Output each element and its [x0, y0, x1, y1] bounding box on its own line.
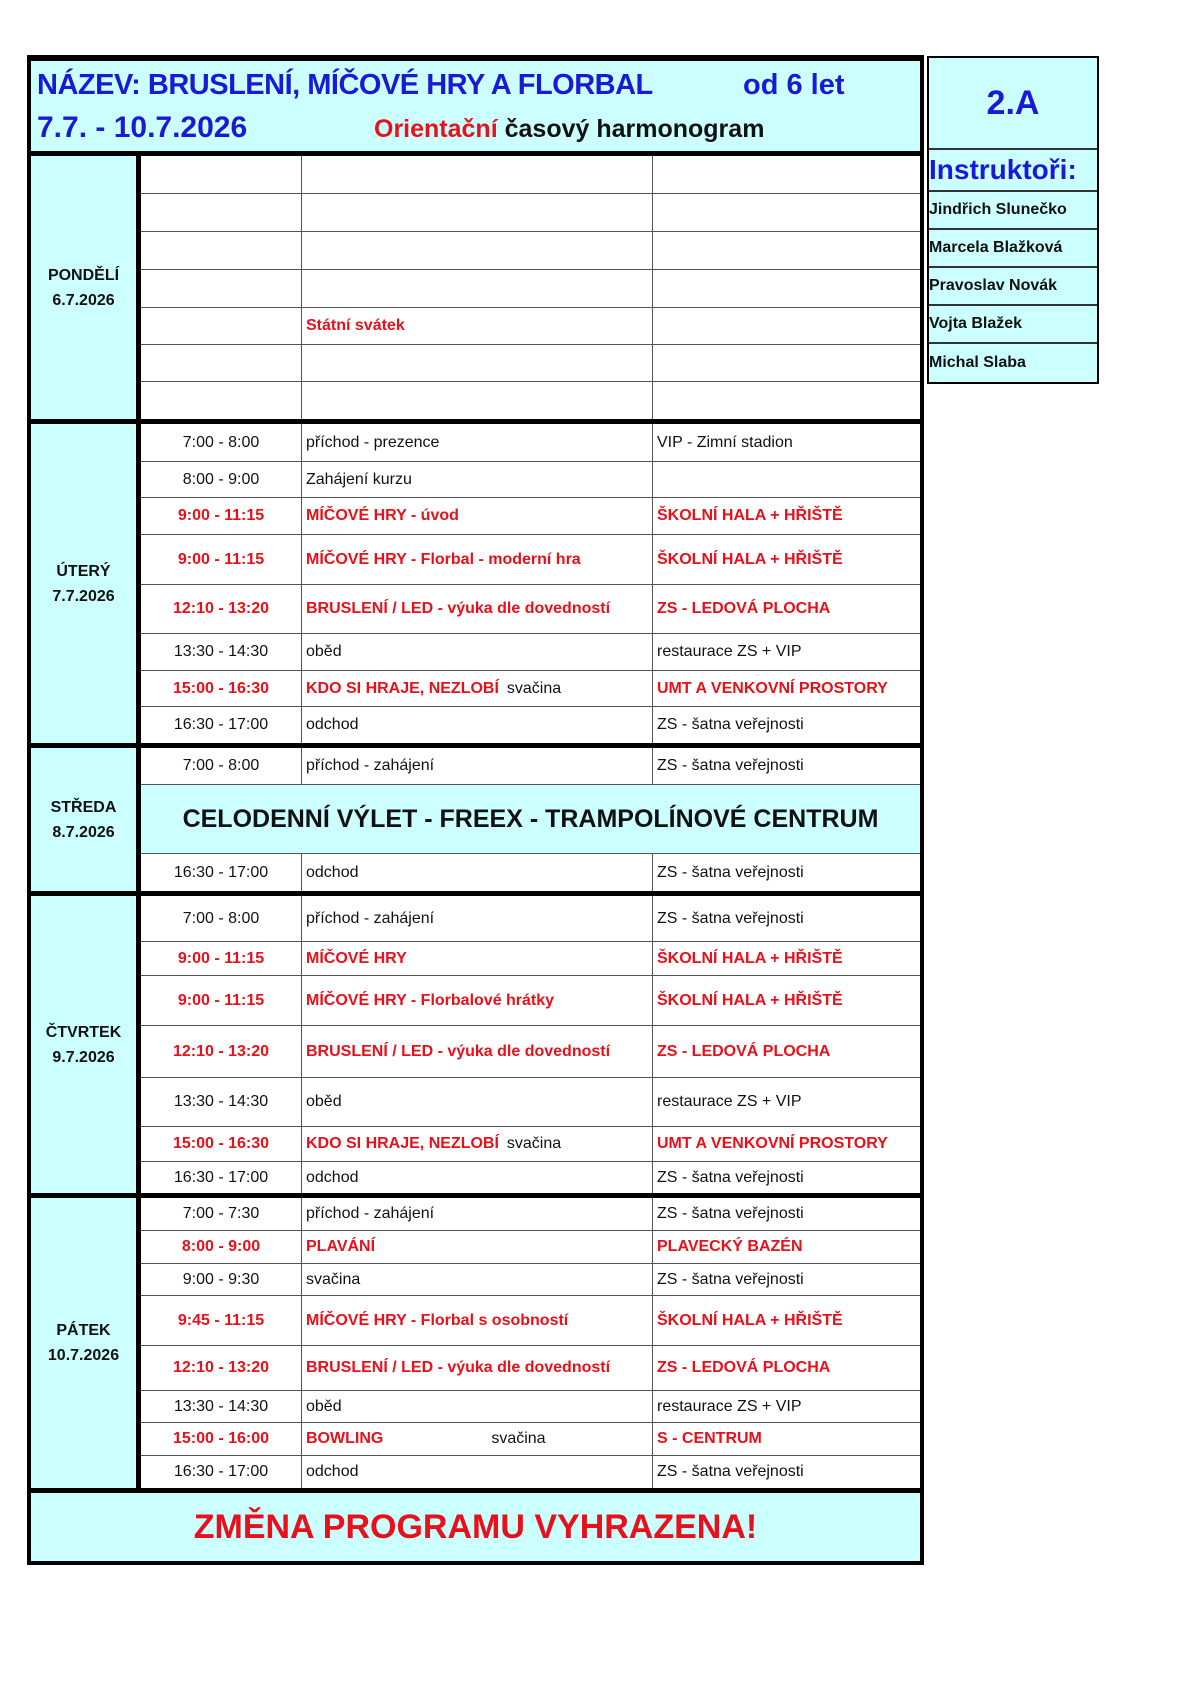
time-cell: 16:30 - 17:00	[141, 707, 302, 743]
day-group	[31, 896, 920, 1198]
activity-note: svačina	[506, 679, 562, 697]
time-cell: 7:00 - 7:30	[141, 1198, 302, 1230]
activity-text: BOWLING	[306, 1430, 384, 1447]
activity-text: příchod - prezence	[306, 433, 440, 451]
day-group	[31, 1198, 920, 1493]
activity-text: BRUSLENÍ / LED - výuka dle dovedností	[306, 1042, 611, 1060]
day-date: 9.7.2026	[52, 1048, 115, 1066]
schedule-row	[141, 345, 920, 382]
location-cell: ŠKOLNÍ HALA + HŘIŠTĚ	[657, 949, 843, 967]
activity-text: příchod - zahájení	[306, 909, 435, 927]
time-cell: 9:00 - 11:15	[141, 498, 302, 534]
schedule-header	[31, 61, 920, 156]
time-cell: 8:00 - 9:00	[141, 462, 302, 497]
location-cell: ZS - šatna veřejnosti	[657, 863, 804, 881]
location-cell: S - CENTRUM	[657, 1430, 762, 1447]
schedule-row	[141, 498, 920, 535]
time-cell	[141, 194, 302, 231]
location-cell: restaurace ZS + VIP	[657, 1397, 802, 1415]
activity-cell	[302, 1423, 653, 1455]
schedule-row	[141, 1264, 920, 1296]
instructor-name: Jindřich Slunečko	[929, 192, 1097, 230]
schedule-row	[141, 896, 920, 942]
day-name: ČTVRTEK	[45, 1023, 122, 1041]
location-cell: ZS - šatna veřejnosti	[657, 716, 804, 733]
activity-cell	[302, 942, 653, 975]
activity-text: PLAVÁNÍ	[306, 1238, 376, 1255]
location-cell: ZS - šatna veřejnosti	[657, 1205, 804, 1222]
activity-text: BRUSLENÍ / LED - výuka dle dovedností	[306, 600, 611, 617]
day-rows	[141, 424, 920, 743]
activity-note: svačina	[491, 1430, 546, 1447]
schedule-row	[141, 976, 920, 1026]
location-cell: ŠKOLNÍ HALA + HŘIŠTĚ	[657, 991, 843, 1009]
activity-text: MÍČOVÉ HRY - Florbal - moderní hra	[306, 550, 581, 568]
day-label	[31, 1198, 141, 1488]
schedule-row	[141, 942, 920, 976]
activity-text: MÍČOVÉ HRY - Florbalové hrátky	[306, 991, 555, 1009]
day-rows	[141, 896, 920, 1193]
time-cell	[141, 308, 302, 344]
time-cell	[141, 382, 302, 419]
activity-cell	[302, 232, 653, 269]
activity-text: KDO SI HRAJE, NEZLOBÍ	[306, 1135, 499, 1152]
time-cell: 7:00 - 8:00	[141, 896, 302, 941]
activity-text: oběd	[306, 1397, 342, 1415]
activity-text: MÍČOVÉ HRY - Florbal s osobností	[306, 1311, 569, 1329]
instructors-heading: Instruktoři:	[929, 150, 1097, 192]
time-cell: 9:00 - 11:15	[141, 976, 302, 1025]
activity-cell	[302, 896, 653, 941]
schedule-row	[141, 462, 920, 498]
location-cell: ZS - šatna veřejnosti	[657, 1168, 804, 1186]
schedule-row	[141, 424, 920, 462]
time-cell	[141, 270, 302, 307]
day-rows	[141, 748, 920, 891]
time-cell: 8:00 - 9:00	[141, 1231, 302, 1263]
day-label	[31, 896, 141, 1193]
activity-cell	[302, 382, 653, 419]
activity-cell	[302, 1456, 653, 1488]
subtitle-rest: časový harmonogram	[504, 115, 765, 143]
schedule-row	[141, 194, 920, 232]
schedule-row	[141, 1346, 920, 1391]
day-rows	[141, 1198, 920, 1488]
schedule-row	[141, 1391, 920, 1423]
location-cell: ZS - LEDOVÁ PLOCHA	[657, 1359, 831, 1376]
subtitle	[374, 115, 764, 144]
footer-notice: ZMĚNA PROGRAMU VYHRAZENA!	[31, 1493, 920, 1561]
subtitle-highlight: Orientační	[374, 115, 498, 143]
time-cell: 7:00 - 8:00	[141, 424, 302, 461]
location-cell: PLAVECKÝ BAZÉN	[657, 1238, 803, 1255]
schedule-row	[141, 585, 920, 634]
activity-cell	[302, 1162, 653, 1193]
activity-cell	[302, 156, 653, 193]
activity-cell	[302, 345, 653, 381]
location-cell: restaurace ZS + VIP	[657, 643, 802, 660]
day-label	[31, 748, 141, 891]
schedule-row	[141, 308, 920, 345]
day-group	[31, 748, 920, 896]
activity-cell	[302, 424, 653, 461]
activity-cell	[302, 854, 653, 891]
activity-text: Zahájení kurzu	[306, 470, 412, 488]
activity-text: odchod	[306, 716, 359, 733]
day-name: ÚTERÝ	[56, 562, 111, 580]
location-cell	[653, 345, 920, 381]
schedule-row	[141, 854, 920, 891]
activity-text: odchod	[306, 1168, 359, 1186]
activity-cell	[302, 1296, 653, 1345]
activity-cell	[302, 707, 653, 743]
activity-text: příchod - zahájení	[306, 757, 435, 774]
time-cell: 9:00 - 11:15	[141, 942, 302, 975]
day-group	[31, 424, 920, 748]
activity-text: odchod	[306, 863, 359, 881]
location-cell	[653, 382, 920, 419]
schedule-row	[141, 671, 920, 707]
location-cell: ZS - šatna veřejnosti	[657, 1463, 804, 1480]
time-cell: 16:30 - 17:00	[141, 1162, 302, 1193]
time-cell: 15:00 - 16:30	[141, 1127, 302, 1161]
class-name: 2.A	[929, 58, 1097, 150]
time-cell: 9:00 - 11:15	[141, 535, 302, 584]
time-cell: 7:00 - 8:00	[141, 748, 302, 784]
activity-cell	[302, 270, 653, 307]
location-cell: UMT A VENKOVNÍ PROSTORY	[657, 1135, 888, 1152]
activity-note: svačina	[506, 1135, 562, 1152]
activity-cell	[302, 194, 653, 231]
activity-cell	[302, 585, 653, 633]
location-cell	[653, 232, 920, 269]
location-cell: ŠKOLNÍ HALA + HŘIŠTĚ	[657, 1311, 843, 1329]
age-label: od 6 let	[743, 69, 845, 101]
location-cell	[653, 156, 920, 193]
location-cell: ZS - LEDOVÁ PLOCHA	[657, 1042, 831, 1060]
schedule-row	[141, 156, 920, 194]
day-label	[31, 156, 141, 419]
location-cell: ZS - šatna veřejnosti	[657, 909, 804, 927]
day-date: 6.7.2026	[52, 291, 115, 309]
schedule-table	[27, 55, 924, 1565]
schedule-row	[141, 785, 920, 854]
course-dates: 7.7. - 10.7.2026	[37, 111, 248, 144]
time-cell: 12:10 - 13:20	[141, 1026, 302, 1077]
time-cell: 12:10 - 13:20	[141, 1346, 302, 1390]
location-cell: ZS - LEDOVÁ PLOCHA	[657, 600, 831, 617]
schedule-row	[141, 232, 920, 270]
day-date: 8.7.2026	[52, 823, 115, 841]
activity-cell	[302, 1264, 653, 1295]
days-container	[31, 156, 920, 1493]
schedule-row	[141, 535, 920, 585]
schedule-row	[141, 1198, 920, 1231]
time-cell	[141, 345, 302, 381]
activity-cell	[302, 1026, 653, 1077]
activity-cell	[302, 462, 653, 497]
location-cell	[653, 308, 920, 344]
day-name: PÁTEK	[56, 1322, 111, 1339]
day-name: PONDĚLÍ	[47, 266, 120, 284]
course-title: NÁZEV: BRUSLENÍ, MÍČOVÉ HRY A FLORBAL	[37, 69, 653, 101]
location-cell: restaurace ZS + VIP	[657, 1093, 802, 1110]
time-cell: 15:00 - 16:00	[141, 1423, 302, 1455]
schedule-row	[141, 1423, 920, 1456]
schedule-row	[141, 634, 920, 671]
time-cell	[141, 232, 302, 269]
time-cell	[141, 156, 302, 193]
location-cell	[653, 194, 920, 231]
location-cell	[653, 270, 920, 307]
schedule-row	[141, 1231, 920, 1264]
activity-cell	[302, 308, 653, 344]
instructors-panel	[927, 56, 1099, 384]
activity-cell	[302, 1346, 653, 1390]
time-cell: 13:30 - 14:30	[141, 634, 302, 670]
schedule-row	[141, 1456, 920, 1488]
activity-cell	[302, 1391, 653, 1422]
activity-cell	[302, 1127, 653, 1161]
location-cell: UMT A VENKOVNÍ PROSTORY	[657, 679, 888, 697]
activity-text: svačina	[306, 1270, 361, 1288]
schedule-row	[141, 382, 920, 419]
schedule-row	[141, 1078, 920, 1127]
activity-text: oběd	[306, 643, 342, 660]
location-cell: VIP - Zimní stadion	[657, 433, 793, 451]
time-cell: 15:00 - 16:30	[141, 671, 302, 706]
schedule-row	[141, 1026, 920, 1078]
time-cell: 13:30 - 14:30	[141, 1078, 302, 1126]
activity-text: Státní svátek	[306, 317, 405, 334]
location-cell: ZS - šatna veřejnosti	[657, 1270, 804, 1288]
location-cell	[653, 462, 920, 497]
day-label	[31, 424, 141, 743]
activity-cell	[302, 634, 653, 670]
time-cell: 13:30 - 14:30	[141, 1391, 302, 1422]
day-group	[31, 156, 920, 424]
schedule-row	[141, 1162, 920, 1193]
activity-text: příchod - zahájení	[306, 1205, 435, 1222]
instructor-name: Michal Slaba	[929, 344, 1097, 382]
activity-cell	[302, 671, 653, 706]
activity-cell	[302, 976, 653, 1025]
time-cell: 12:10 - 13:20	[141, 585, 302, 633]
activity-cell	[302, 498, 653, 534]
activity-text: BRUSLENÍ / LED - výuka dle dovedností	[306, 1359, 611, 1376]
activity-cell	[302, 535, 653, 584]
instructor-name: Pravoslav Novák	[929, 268, 1097, 306]
instructor-name: Marcela Blažková	[929, 230, 1097, 268]
trip-banner: CELODENNÍ VÝLET - FREEX - TRAMPOLÍNOVÉ CENTRUM	[141, 785, 920, 853]
activity-text: odchod	[306, 1463, 359, 1480]
location-cell: ŠKOLNÍ HALA + HŘIŠTĚ	[657, 550, 843, 568]
time-cell: 9:45 - 11:15	[141, 1296, 302, 1345]
activity-cell	[302, 1198, 653, 1230]
location-cell: ŠKOLNÍ HALA + HŘIŠTĚ	[657, 507, 843, 524]
day-date: 10.7.2026	[47, 1347, 120, 1364]
activity-text: KDO SI HRAJE, NEZLOBÍ	[306, 679, 499, 697]
day-date: 7.7.2026	[52, 587, 115, 605]
schedule-row	[141, 1296, 920, 1346]
time-cell: 16:30 - 17:00	[141, 1456, 302, 1488]
schedule-row	[141, 270, 920, 308]
time-cell: 9:00 - 9:30	[141, 1264, 302, 1295]
day-rows	[141, 156, 920, 419]
schedule-row	[141, 707, 920, 743]
activity-text: oběd	[306, 1093, 342, 1110]
activity-cell	[302, 748, 653, 784]
schedule-row	[141, 748, 920, 785]
activity-cell	[302, 1078, 653, 1126]
time-cell: 16:30 - 17:00	[141, 854, 302, 891]
location-cell: ZS - šatna veřejnosti	[657, 757, 804, 774]
instructor-name: Vojta Blažek	[929, 306, 1097, 344]
schedule-row	[141, 1127, 920, 1162]
activity-text: MÍČOVÉ HRY	[306, 949, 407, 967]
activity-text: MÍČOVÉ HRY - úvod	[306, 507, 459, 524]
activity-cell	[302, 1231, 653, 1263]
day-name: STŘEDA	[50, 798, 117, 816]
